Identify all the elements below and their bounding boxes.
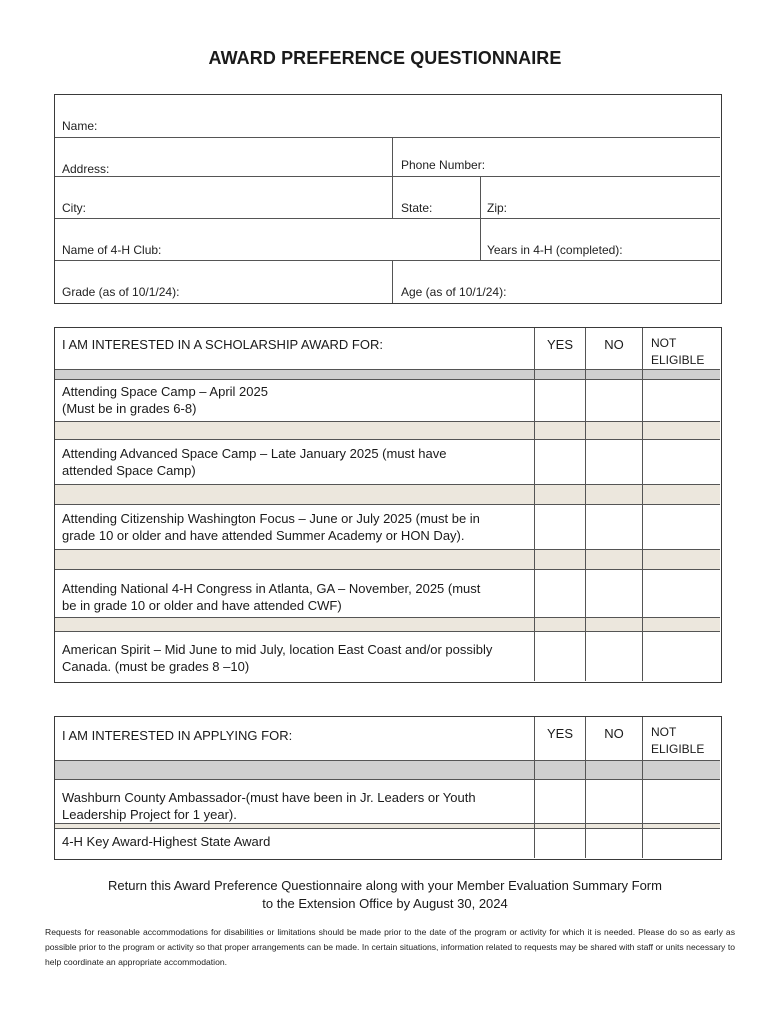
table-row <box>55 569 720 617</box>
row-line: attended Space Camp) <box>62 463 196 478</box>
table-row <box>55 439 720 484</box>
no-column-header: NO <box>604 337 624 352</box>
phone-field[interactable]: Phone Number: <box>401 158 486 172</box>
table-row <box>55 828 720 858</box>
yes-column-header: YES <box>546 726 573 741</box>
accommodation-notice: Requests for reasonable accommodations for disabilities or limitations should be made prior to the date of the program or activity for which it is needed. Please do so as early as possible prior to the program or activity so that proper arrangements can be made. In certain situations, information related to requests may be shared with staff or units necessary to help coordinate an appropriate accommodation. <box>45 927 735 967</box>
row-text <box>62 445 446 479</box>
name-field[interactable]: Name: <box>62 119 98 133</box>
divider <box>392 260 393 303</box>
row-text <box>62 641 492 675</box>
no-column-divider <box>585 717 586 858</box>
row-separator <box>55 617 720 631</box>
not-eligible-line2: ELIGIBLE <box>651 353 705 367</box>
no-column-header: NO <box>604 726 624 741</box>
row-text <box>62 833 270 850</box>
row-separator <box>55 369 720 379</box>
row-line: Washburn County Ambassador-(must have been in Jr. Leaders or Youth <box>62 790 476 805</box>
row-line: Attending Advanced Space Camp – Late January 2025 (must have <box>62 446 447 461</box>
row-line: American Spirit – Mid June to mid July, location East Coast and/or possibly <box>62 642 493 657</box>
club-field[interactable]: Name of 4-H Club: <box>62 243 162 257</box>
table-row <box>55 504 720 549</box>
not-eligible-column-divider <box>642 717 643 858</box>
scholarship-heading: I AM INTERESTED IN A SCHOLARSHIP AWARD FOR: <box>62 337 383 352</box>
row-text <box>62 789 476 823</box>
row-line: Attending National 4-H Congress in Atlanta, GA – November, 2025 (must <box>62 581 481 596</box>
not-eligible-line1: NOT <box>651 336 677 350</box>
return-instructions-line2: to the Extension Office by August 30, 2024 <box>262 896 508 911</box>
return-instructions <box>0 877 770 913</box>
years-field[interactable]: Years in 4-H (completed): <box>487 243 623 257</box>
table-row <box>55 779 720 823</box>
row-separator <box>55 484 720 504</box>
divider <box>55 260 720 261</box>
row-separator <box>55 549 720 569</box>
row-line: grade 10 or older and have attended Summer Academy or HON Day). <box>62 528 465 543</box>
row-text <box>62 383 268 417</box>
row-line: Attending Citizenship Washington Focus – June or July 2025 (must be in <box>62 511 480 526</box>
divider <box>55 218 720 219</box>
table-row <box>55 379 720 421</box>
member-info-block <box>54 94 722 304</box>
divider <box>55 176 720 177</box>
row-separator <box>55 421 720 439</box>
age-field[interactable]: Age (as of 10/1/24): <box>401 285 507 299</box>
row-line: be in grade 10 or older and have attended CWF) <box>62 598 342 613</box>
row-line: (Must be in grades 6-8) <box>62 401 197 416</box>
yes-column-divider <box>534 717 535 858</box>
city-field[interactable]: City: <box>62 201 86 215</box>
no-column-divider <box>585 328 586 681</box>
page-title: AWARD PREFERENCE QUESTIONNAIRE <box>208 48 562 68</box>
divider <box>480 176 481 260</box>
row-text <box>62 580 480 614</box>
zip-field[interactable]: Zip: <box>487 201 508 215</box>
row-line: 4-H Key Award-Highest State Award <box>62 834 271 849</box>
state-field[interactable]: State: <box>401 201 433 215</box>
row-separator <box>55 760 720 779</box>
return-instructions-line1: Return this Award Preference Questionnaire along with your Member Evaluation Summary Form <box>108 878 662 893</box>
yes-column-header: YES <box>546 337 573 352</box>
row-line: Attending Space Camp – April 2025 <box>62 384 268 399</box>
not-eligible-column-header <box>651 335 704 369</box>
row-line: Leadership Project for 1 year). <box>62 807 237 822</box>
row-text <box>62 510 480 544</box>
grade-field[interactable]: Grade (as of 10/1/24): <box>62 285 180 299</box>
not-eligible-column-divider <box>642 328 643 681</box>
applying-heading: I AM INTERESTED IN APPLYING FOR: <box>62 728 293 743</box>
not-eligible-column-header <box>651 724 704 758</box>
scholarship-table <box>54 327 722 683</box>
divider <box>55 137 720 138</box>
row-line: Canada. (must be grades 8 –10) <box>62 659 250 674</box>
not-eligible-line1: NOT <box>651 725 677 739</box>
divider <box>392 137 393 218</box>
yes-column-divider <box>534 328 535 681</box>
applying-table <box>54 716 722 860</box>
not-eligible-line2: ELIGIBLE <box>651 742 705 756</box>
address-field[interactable]: Address: <box>62 162 110 176</box>
table-row <box>55 631 720 681</box>
